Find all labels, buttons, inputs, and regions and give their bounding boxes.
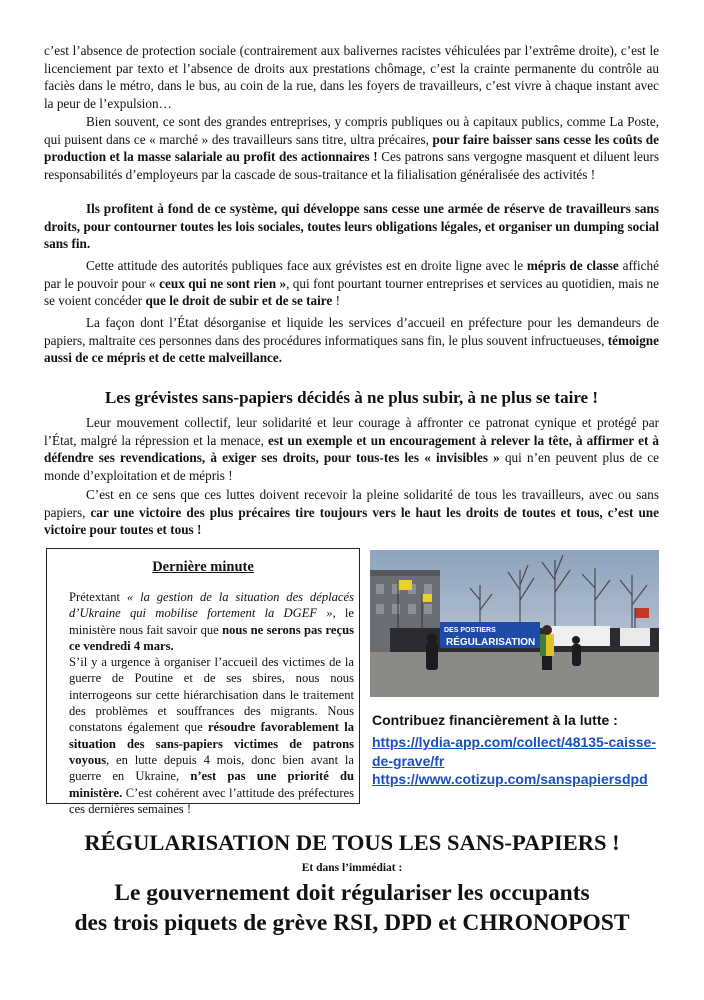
paragraph-7-bold: car une victoire des plus précaires tire toujours vers le haut les droits de toutes et tous, c’est une victoire pour toutes et tous ! <box>44 504 659 538</box>
box-bold-3: n’est pas une priorité du ministère. <box>69 769 355 800</box>
contribution-title: Contribuez financièrement à la lutte : <box>372 712 618 728</box>
box-bold-2: résoudre favorablement la situation des sans-papiers victimes de patrons voyous <box>69 720 354 767</box>
paragraph-7-text: C’est en ce sens que ces luttes doivent recevoir la pleine solidarité de tous les travailleurs, avec ou sans papiers, <box>44 487 659 520</box>
paragraph-4-text: Cette attitude des autorités publiques face aux grévistes est en droite ligne avec le <box>86 258 527 273</box>
paragraph-4-text-3: , qui font pourtant tourner entreprises et services au quotidien, mais ne se voient concéder <box>44 275 659 309</box>
box-text: Prétextant <box>69 590 127 604</box>
footer-headline: RÉGULARISATION DE TOUS LES SANS-PAPIERS ! <box>84 830 620 855</box>
box-text-4: , en lutte depuis 4 mois, donc bien avant la guerre en Ukraine, <box>69 752 354 784</box>
footer-demand-line-2: des trois piquets de grève RSI, DPD et CHRONOPOST <box>74 910 630 936</box>
paragraph-1 <box>44 42 659 112</box>
footer-demand-line-1: Le gouvernement doit régulariser les occupants <box>114 880 590 906</box>
last-minute-title: Dernière minute <box>152 559 254 575</box>
paragraph-4-text-2: affiché par le pouvoir pour « <box>44 258 659 291</box>
last-minute-box <box>46 548 360 816</box>
paragraph-6-text-end: qui n’en peuvent plus de ce monde d’exploitation et de mépris ! <box>44 450 659 483</box>
paragraph-5-bold: témoigne aussi de ce mépris et de cette malveillance. <box>44 332 659 366</box>
paragraph-5 <box>44 314 659 367</box>
box-bold: nous ne serons pas reçus ce vendredi 4 mars. <box>69 622 354 653</box>
paragraph-4-text-4: ! <box>332 293 340 309</box>
box-text-5: C’est cohérent avec l’attitude des préfectures ces dernières semaines ! <box>69 785 354 816</box>
paragraph-4-bold-3: que le droit de subir et de se taire <box>145 293 333 309</box>
paragraph-3 <box>44 200 659 253</box>
footer-demand <box>0 878 704 938</box>
paragraph-6-bold: est un exemple et un encouragement à relever la tête, à affirmer et à défendre ses revendications, à exiger ses droits, pour tous-tes les « invisibles » <box>44 432 659 466</box>
banner-text-2: RÉGULARISATION <box>446 637 536 648</box>
paragraph-4-bold-1: mépris de classe <box>526 258 619 273</box>
box-text-2: , le ministère nous fait savoir que <box>69 606 354 637</box>
box-quote: « la gestion de la situation des déplacés d’Ukraine qui mobilise fortement la DGEF » <box>69 590 354 621</box>
paragraph-4 <box>44 257 659 310</box>
paragraph-2-text: Bien souvent, ce sont des grandes entreprises, y compris publiques ou à capitaux publics, comme La Poste, qui puisent dans ce « marché » des travailleurs sans titre, ultra précaires, <box>44 114 659 147</box>
lydia-link[interactable]: https://lydia-app.com/collect/48135-caisse-de-grave/fr <box>372 734 656 769</box>
paragraph-3-bold: Ils profitent à fond de ce système, qui développe sans cesse une armée de réserve de travailleurs sans droits, pour contourner toutes les lois sociales, toutes leurs obligations légales, et organiser un dumping social sans fin. <box>44 201 659 252</box>
box-text-3: S’il y a urgence à organiser l’accueil des victimes de la guerre de Poutine et de ses sbires, nous nous interrogeons sur cette hiérarchisation dans le traitement des problèmes et souffrances des migrants. Nous constatons également que <box>69 655 354 735</box>
paragraph-7 <box>44 486 659 539</box>
section-heading: Les grévistes sans-papiers décidés à ne plus subir, à ne plus se taire ! <box>104 388 599 407</box>
paragraph-6-text: Leur mouvement collectif, leur solidarité et leur courage à affronter ce patronat cynique et protégé par l’État, malgré la répression et la menace, <box>44 415 659 448</box>
paragraph-5-text: La façon dont l’État désorganise et liquide les services d’accueil en préfecture pour les demandeurs de papiers, maltraite ces personnes dans des procédures informatiques sans fin, le plus souvent infructueuses, <box>44 315 659 348</box>
paragraph-2-bold: pour faire baisser sans cesse les coûts de production et la masse salariale au profit des actionnaires ! <box>44 131 659 165</box>
paragraph-1-text: c’est l’absence de protection sociale (contrairement aux balivernes racistes véhiculées par l’extrême droite), c’est le licenciement par texto et l’absence de droits aux prestations chômage, c’est la crainte permanente du contrôle au faciès dans le métro, dans le bus, au coin de la rue, dans les foyers de travailleurs, c’est vivre à chaque instant avec la peur de l’expulsion… <box>44 43 659 111</box>
paragraph-6 <box>44 414 659 484</box>
last-minute-paragraph-1 <box>69 589 354 654</box>
last-minute-body <box>69 589 354 817</box>
paragraph-2 <box>44 113 659 183</box>
cotizup-link[interactable]: https://www.cotizup.com/sanspapiersdpd <box>372 771 648 787</box>
banner-text-1: DES POSTIERS <box>444 627 496 634</box>
footer-subline: Et dans l’immédiat : <box>301 862 403 874</box>
contribution-block <box>372 712 667 789</box>
paragraph-4-bold-2: ceux qui ne sont rien » <box>159 275 287 291</box>
demonstration-photo <box>370 550 659 697</box>
paragraph-2-text-end: Ces patrons sans vergogne masquent et diluent leurs responsabilités d’employeurs par la cascade de sous-traitance et la filialisation généralisée des activités ! <box>44 149 659 182</box>
last-minute-paragraph-2 <box>69 654 354 817</box>
demonstration-photo-svg <box>370 550 659 697</box>
